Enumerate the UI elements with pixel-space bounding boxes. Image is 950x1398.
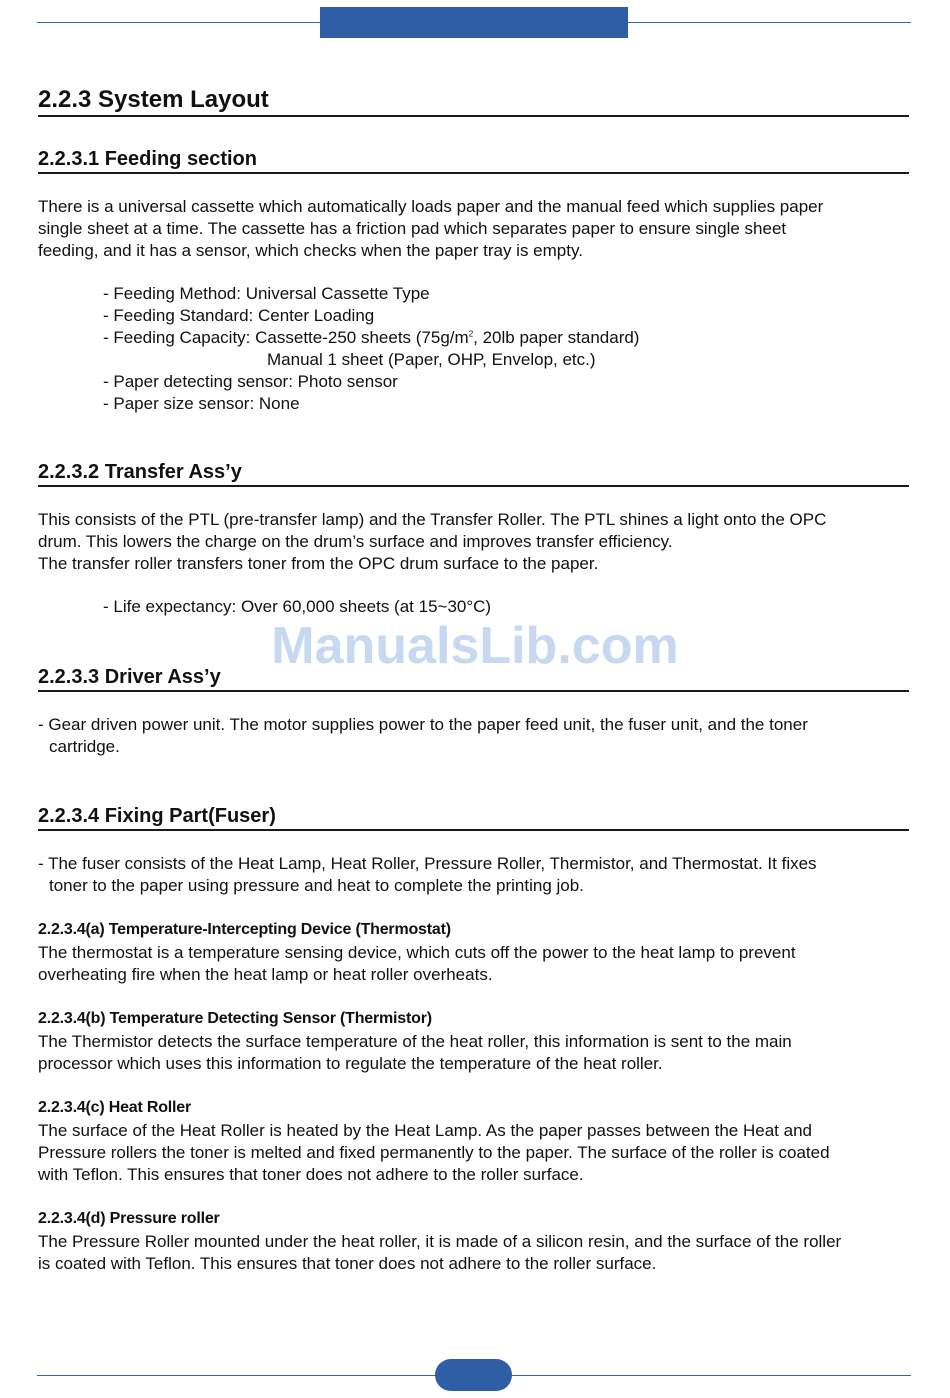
thermostat-paragraph <box>38 942 910 986</box>
subheading-pressure-roller: 2.2.3.4(d) Pressure roller <box>38 1210 220 1227</box>
text-line: There is a universal cassette which automatically loads paper and the manual feed which supplies paper <box>38 197 824 216</box>
text-line: cartridge. <box>49 737 120 756</box>
section-heading-feeding: 2.2.3.1 Feeding section <box>38 147 909 174</box>
text-line: - The fuser consists of the Heat Lamp, Heat Roller, Pressure Roller, Thermistor, and Thermostat. It fixes <box>38 854 817 873</box>
spec-life-expectancy: - Life expectancy: Over 60,000 sheets (at 15~30°C) <box>103 597 492 616</box>
spec-feeding-capacity <box>103 327 639 349</box>
text-line: is coated with Teflon. This ensures that toner does not adhere to the roller surface. <box>38 1254 657 1273</box>
header-tab-bar <box>320 7 628 38</box>
text-line: Pressure rollers the toner is melted and fixed permanently to the paper. The surface of the roller is coated <box>38 1143 830 1162</box>
text-line: single sheet at a time. The cassette has a friction pad which separates paper to ensure single sheet <box>38 219 787 238</box>
text-line: The thermostat is a temperature sensing device, which cuts off the power to the heat lamp to prevent <box>38 943 796 962</box>
feeding-spec-list <box>103 283 639 415</box>
heat-roller-paragraph <box>38 1120 910 1186</box>
text-line: The surface of the Heat Roller is heated by the Heat Lamp. As the paper passes between the Heat and <box>38 1121 812 1140</box>
capacity-text-b: , 20lb paper standard) <box>473 328 640 347</box>
text-line: - Gear driven power unit. The motor supplies power to the paper feed unit, the fuser unit, and the toner <box>38 715 808 734</box>
spec-paper-size-sensor: - Paper size sensor: None <box>103 394 300 413</box>
text-line: overheating fire when the heat lamp or heat roller overheats. <box>38 965 493 984</box>
text-line: The transfer roller transfers toner from the OPC drum surface to the paper. <box>38 554 599 573</box>
feeding-paragraph <box>38 196 910 262</box>
text-line: The Thermistor detects the surface temperature of the heat roller, this information is sent to the main <box>38 1032 792 1051</box>
text-line: toner to the paper using pressure and heat to complete the printing job. <box>49 876 584 895</box>
section-heading-driver: 2.2.3.3 Driver Ass’y <box>38 665 909 692</box>
page-title: 2.2.3 System Layout <box>38 86 909 117</box>
driver-paragraph <box>38 714 910 758</box>
watermark: ManualsLib.com <box>271 617 679 675</box>
spec-feeding-method: - Feeding Method: Universal Cassette Type <box>103 284 430 303</box>
section-heading-fuser: 2.2.3.4 Fixing Part(Fuser) <box>38 804 909 831</box>
text-line: processor which uses this information to regulate the temperature of the heat roller. <box>38 1054 663 1073</box>
text-line: The Pressure Roller mounted under the heat roller, it is made of a silicon resin, and the surface of the roller <box>38 1232 842 1251</box>
section-heading-transfer: 2.2.3.2 Transfer Ass’y <box>38 460 909 487</box>
pressure-roller-paragraph <box>38 1231 910 1275</box>
text-line: drum. This lowers the charge on the drum’s surface and improves transfer efficiency. <box>38 532 673 551</box>
transfer-paragraph <box>38 509 910 575</box>
capacity-text-a: - Feeding Capacity: Cassette-250 sheets (75g/m <box>103 328 469 347</box>
transfer-spec-list <box>103 596 491 618</box>
spec-paper-detecting-sensor: - Paper detecting sensor: Photo sensor <box>103 372 398 391</box>
text-line: with Teflon. This ensures that toner does not adhere to the roller surface. <box>38 1165 584 1184</box>
spec-feeding-standard: - Feeding Standard: Center Loading <box>103 306 375 325</box>
text-line: This consists of the PTL (pre-transfer lamp) and the Transfer Roller. The PTL shines a light onto the OPC <box>38 510 827 529</box>
page-number-badge <box>435 1359 512 1391</box>
subheading-thermostat: 2.2.3.4(a) Temperature-Intercepting Device (Thermostat) <box>38 921 451 938</box>
subheading-heat-roller: 2.2.3.4(c) Heat Roller <box>38 1099 191 1116</box>
subheading-thermistor: 2.2.3.4(b) Temperature Detecting Sensor (Thermistor) <box>38 1010 432 1027</box>
thermistor-paragraph <box>38 1031 910 1075</box>
spec-manual-feed: Manual 1 sheet (Paper, OHP, Envelop, etc.) <box>267 350 596 369</box>
fuser-paragraph <box>38 853 910 897</box>
capacity-superscript: 2 <box>468 329 474 339</box>
text-line: feeding, and it has a sensor, which checks when the paper tray is empty. <box>38 241 583 260</box>
